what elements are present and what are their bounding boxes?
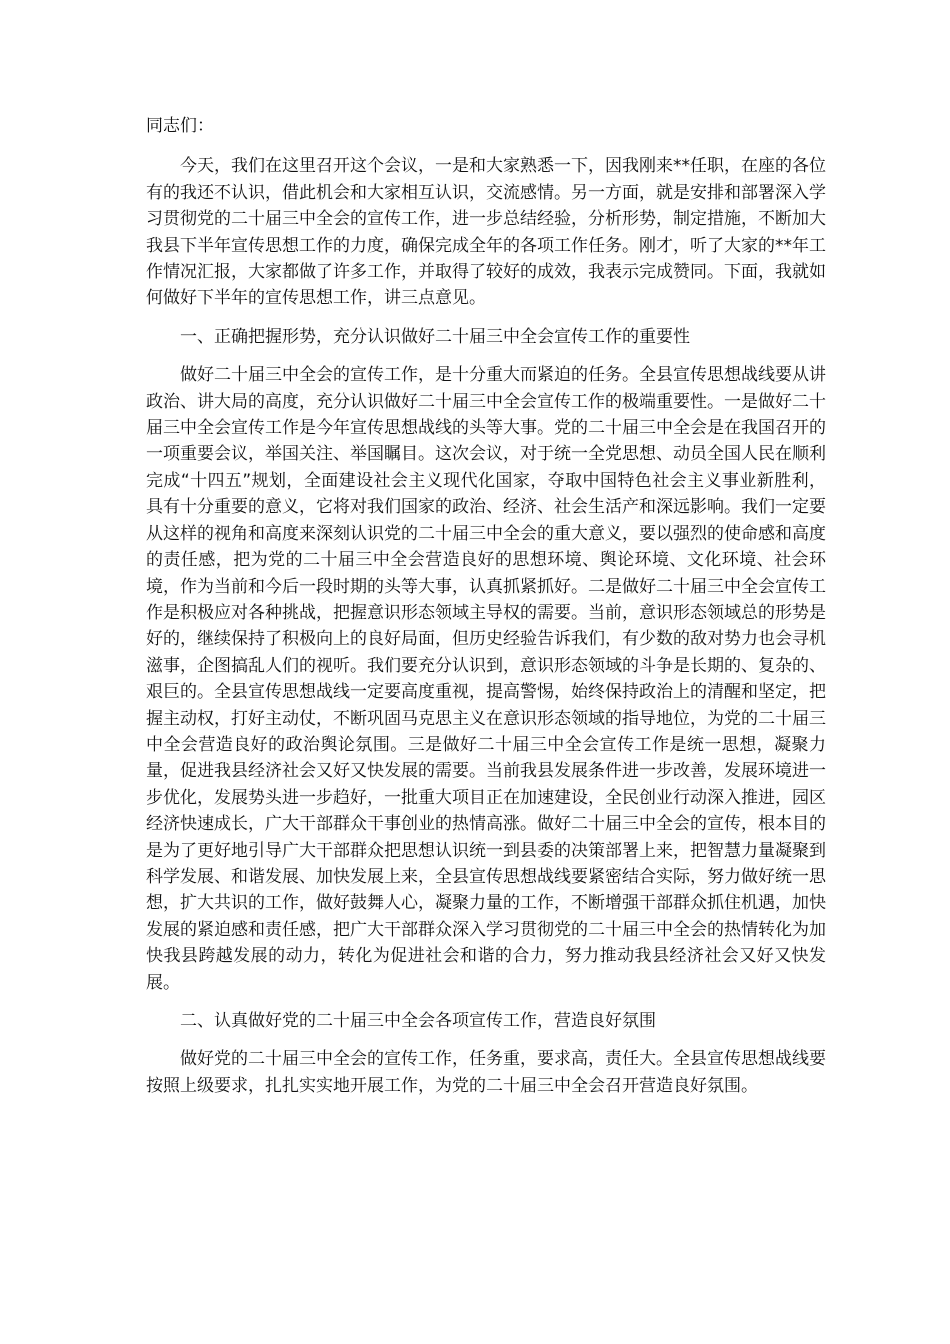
section-heading-2: 二、认真做好党的二十届三中全会各项宣传工作，营造良好氛围 [180,1011,656,1031]
paragraph-opening: 今天，我们在这里召开这个会议，一是和大家熟悉一下，因我刚来**任职，在座的各位有的我还不认识，借此机会和大家相互认识，交流感情。另一方面，就是安排和部署深入学习贯彻党的二十届三中全会的宣传工作，进一步总结经验，分析形势，制定措施，不断加大我县下半年宣传思想工作的力度，确保完成全年的各项工作任务。刚才，听了大家的**年工作情况汇报，大家都做了许多工作，并取得了较好的成效，我表示完成赞同。下面，我就如何做好下半年的宣传思想工作，讲三点意见。 [146,156,826,309]
salutation: 同志们： [146,116,214,136]
paragraph-section-1: 做好二十届三中全会的宣传工作，是十分重大而紧迫的任务。全县宣传思想战线要从讲政治、讲大局的高度，充分认识做好二十届三中全会宣传工作的极端重要性。一是做好二十届三中全会宣传工作是今年宣传思想战线的头等大事。党的二十届三中全会是在我国召开的一项重要会议，举国关注、举国瞩目。这次会议，对于统一全党思想、动员全国人民在顺利完成“十四五”规划，全面建设社会主义现代化国家，夺取中国特色社会主义事业新胜利，具有十分重要的意义，它将对我们国家的政治、经济、社会生活产和深远影响。我们一定要从这样的视角和高度来深刻认识党的二十届三中全会的重大意义，要以强烈的使命感和高度的责任感，把为党的二十届三中全会营造良好的思想环境、舆论环境、文化环境、社会环境，作为当前和今后一段时期的头等大事，认真抓紧抓好。二是做好二十届三中全会宣传工作是积极应对各种挑战，把握意识形态领域主导权的需要。当前，意识形态领域总的形势是好的，继续保持了积极向上的良好局面，但历史经验告诉我们，有少数的敌对势力也会寻机滋事，企图搞乱人们的视听。我们要充分认识到，意识形态领域的斗争是长期的、复杂的、艰巨的。全县宣传思想战线一定要高度重视，提高警惕，始终保持政治上的清醒和坚定，把握主动权，打好主动仗，不断巩固马克思主义在意识形态领域的指导地位，为党的二十届三中全会营造良好的政治舆论氛围。三是做好二十届三中全会宣传工作是统一思想，凝聚力量，促进我县经济社会又好又快发展的需要。当前我县发展条件进一步改善，发展环境进一步优化，发展势头进一步趋好，一批重大项目正在加速建设，全民创业行动深入推进，园区经济快速成长，广大干部群众干事创业的热情高涨。做好二十届三中全会的宣传，根本目的是为了更好地引导广大干部群众把思想认识统一到县委的决策部署上来，把智慧力量凝聚到科学发展、和谐发展、加快发展上来，全县宣传思想战线要紧密结合实际，努力做好统一思想，扩大共识的工作，做好鼓舞人心，凝聚力量的工作，不断增强干部群众抓住机遇，加快发展的紧迫感和责任感，把广大干部群众深入学习贯彻党的二十届三中全会的热情转化为加快我县跨越发展的动力，转化为促进社会和谐的合力，努力推动我县经济社会又好又快发展。 [146,365,826,993]
paragraph-section-2: 做好党的二十届三中全会的宣传工作，任务重，要求高，责任大。全县宣传思想战线要按照上级要求，扎扎实实地开展工作，为党的二十届三中全会召开营造良好氛围。 [146,1049,826,1096]
document-page [146,113,826,1111]
section-heading-1: 一、正确把握形势，充分认识做好二十届三中全会宣传工作的重要性 [180,326,690,347]
